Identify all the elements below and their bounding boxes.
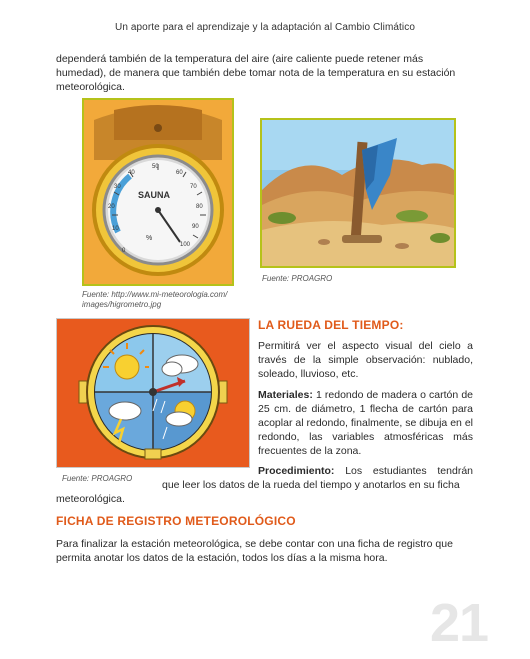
dial-number-90: 90 <box>192 224 199 230</box>
materiales-text: 1 redondo de madera o cartón de 25 cm. de diámetro, 1 flecha de cartón para acoplar al redondo, finalmente, se dibuja en el redondo, las variables atmosféricas más frecuentes de la zona. <box>258 389 473 457</box>
dial-number-100: 100 <box>180 242 191 248</box>
materiales-label: Materiales: <box>258 389 313 401</box>
windvane-illustration <box>262 120 454 266</box>
hygrometer-image <box>82 98 234 286</box>
procedimiento-line3: meteorológica. <box>56 493 125 505</box>
hygrometer-caption-line1: Fuente: http://www.mi-meteorologia.com/ <box>82 290 228 299</box>
procedimiento-label: Procedimiento: <box>258 465 335 477</box>
hygrometer-caption-line2: images/higrometro.jpg <box>82 300 162 309</box>
dial-number-20: 20 <box>108 204 115 210</box>
dial-number-70: 70 <box>190 184 197 190</box>
hygrometer-caption <box>82 290 262 310</box>
windvane-caption: Fuente: PROAGRO <box>262 274 333 283</box>
dial-number-80: 80 <box>196 204 203 210</box>
procedimiento-line2: que leer los datos de la rueda del tiempo y anotarlos en su ficha <box>162 479 460 491</box>
windvane-image <box>260 118 456 268</box>
procedimiento-line1 <box>258 464 473 478</box>
dial-number-60: 60 <box>176 170 183 176</box>
weatherwheel-image <box>56 318 250 468</box>
ficha-paragraph: Para finalizar la estación meteorológica, se debe contar con una ficha de registro que permita anotar los datos de la estación, todos los días a la misma hora. <box>56 538 453 564</box>
dial-label: SAUNA <box>138 190 171 200</box>
procedimiento-text: Los estudiantes tendrán <box>334 465 473 477</box>
dial-number-50: 50 <box>152 164 159 170</box>
ficha-title: FICHA DE REGISTRO METEOROLÓGICO <box>56 514 296 528</box>
dial-number-0: 0 <box>122 248 126 254</box>
dial-number-40: 40 <box>128 170 135 176</box>
weatherwheel-caption: Fuente: PROAGRO <box>62 474 133 483</box>
dial-number-30: 30 <box>114 184 121 190</box>
running-header: Un aporte para el aprendizaje y la adaptación al Cambio Climático <box>115 22 415 33</box>
page-number: 21 <box>430 593 489 653</box>
materiales-paragraph <box>258 388 473 458</box>
intro-paragraph: dependerá también de la temperatura del aire (aire caliente puede retener más humedad), de manera que también debe tomar nota de la temperatura en su estación meteorológica. <box>56 53 456 93</box>
dial-number-10: 10 <box>112 226 119 232</box>
rueda-paragraph: Permitirá ver el aspecto visual del cielo a través de la simple observación: nublado, soleado, lluvioso, etc. <box>258 340 473 380</box>
rueda-title: LA RUEDA DEL TIEMPO: <box>258 318 404 332</box>
dial-unit: % <box>146 235 153 242</box>
weatherwheel-illustration <box>57 319 249 467</box>
